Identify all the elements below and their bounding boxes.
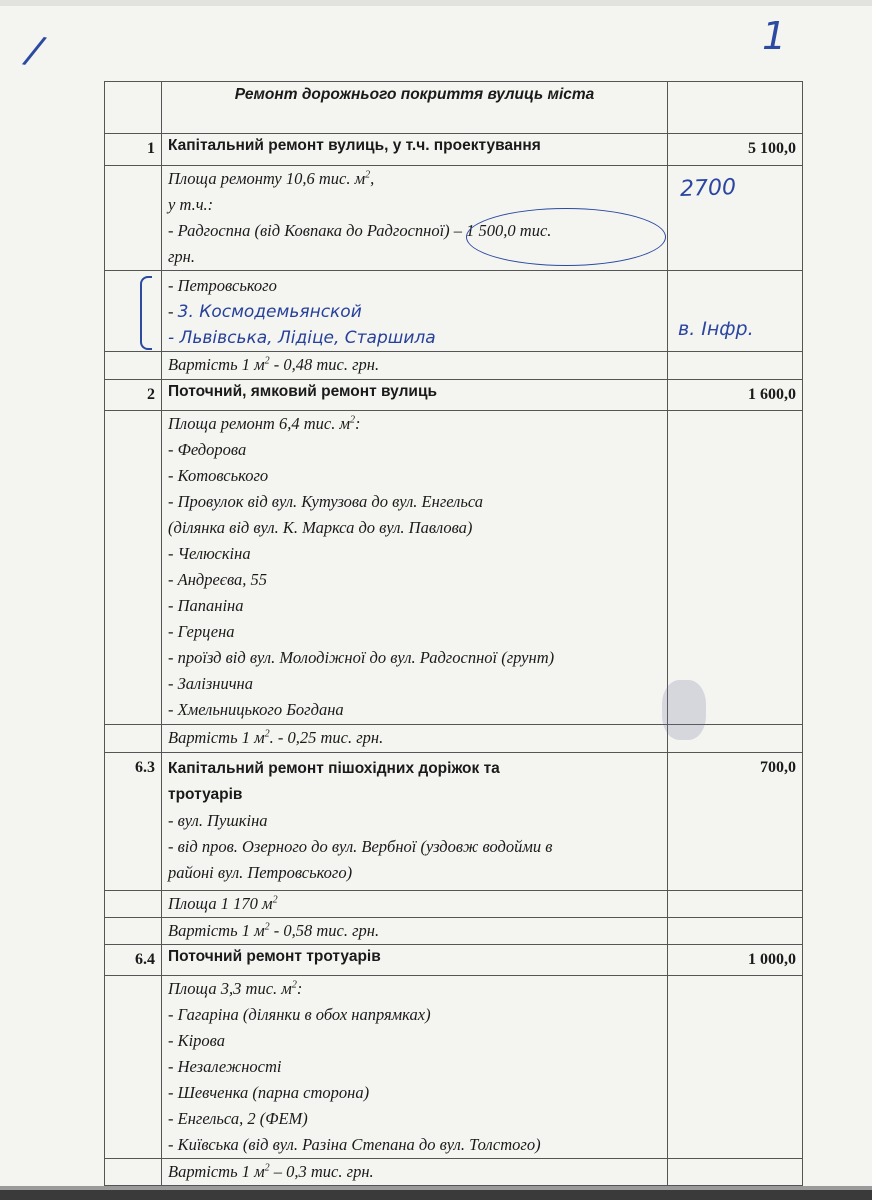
handwritten-sum-note: 2700	[679, 175, 737, 202]
list-item: - Гагаріна (ділянки в обох напрямках)	[168, 1005, 431, 1024]
list-item: - Залізнична	[168, 674, 253, 693]
section-2-streets: Площа ремонт 6,4 тис. $м^2$: - Федорова - Котовського - Провулок від вул. Кутузова до вул. Енгельса (ділянка від вул. К. Маркса до вул. Павлова) - Челюскіна - Андреєва, 55 - Папаніна - Герцена - проїзд від вул. Молодіжної до вул. Радгоспної (грунт) - Залізнична - Хмельницького Богдана	[162, 411, 668, 725]
section-2-streets-row	[105, 411, 803, 725]
section-2-title-row	[105, 380, 803, 411]
handwritten-side-note: в. Інфр.	[678, 318, 754, 340]
section-6-3-number: 6.3	[105, 753, 162, 891]
section-6-3-title-line1: Капітальний ремонт пішохідних доріжок та	[168, 760, 500, 777]
list-item: - Провулок від вул. Кутузова до вул. Енгельса	[168, 492, 484, 511]
section-6-3-title-line2: тротуарів	[168, 786, 243, 803]
section-2-number: 2	[105, 380, 162, 411]
section-2-sum: 1 600,0	[668, 380, 803, 411]
section-6-4-streets-row	[105, 976, 803, 1159]
section-2-cost: Вартість 1 $м^2$. - 0,25 тис. грн.	[162, 725, 668, 753]
section-6-4-cost: Вартість 1 $м^2 - 0,3$ тис. грн.	[162, 1159, 668, 1186]
section-1-area-num-cell	[105, 166, 162, 271]
list-item: - Котовського	[168, 466, 269, 485]
section-6-4-title-row	[105, 945, 803, 976]
list-item: - Київська (від вул. Разіна Степана до вул. Толстого)	[168, 1135, 541, 1154]
section-6-4-cost-num-cell	[105, 1159, 162, 1186]
page-bottom-edge	[0, 1190, 872, 1200]
section-6-3-cost-sum-cell	[668, 918, 803, 945]
section-6-4-sum: 1 000,0	[668, 945, 803, 976]
list-item: - вул. Пушкіна	[168, 811, 268, 830]
section-6-3-cost-num-cell	[105, 918, 162, 945]
header-sum-cell	[668, 82, 803, 134]
section-2-cost-num-cell	[105, 725, 162, 753]
section-6-4-streets-num-cell	[105, 976, 162, 1159]
section-6-4-number: 6.4	[105, 945, 162, 976]
section-2-streets-num-cell	[105, 411, 162, 725]
list-item: - 3. Космодемьянской	[168, 302, 362, 322]
section-6-4-title: Поточний ремонт тротуарів	[162, 945, 668, 976]
list-item: - від пров. Озерного до вул. Вербної (уздовж водойми в	[168, 837, 553, 856]
section-1-cost-num-cell	[105, 352, 162, 380]
handwritten-bracket-mark	[140, 276, 152, 350]
table-title: Ремонт дорожнього покриття вулиць міста	[162, 82, 668, 134]
section-6-4-cost-sum-cell	[668, 1159, 803, 1186]
section-1-area-text: Площа ремонту 10,6 тис. $м^2$, у т.ч.: - Радгоспна (від Ковпака до Радгоспної) – 1 500,0 тис. грн.	[162, 166, 668, 271]
pencil-scribble-mark	[662, 680, 706, 740]
list-item: - Незалежності	[168, 1057, 282, 1076]
section-2-streets-sum-cell	[668, 411, 803, 725]
list-item: районі вул. Петровського)	[168, 863, 353, 882]
list-item: - Кірова	[168, 1031, 225, 1050]
list-item: - Львівська, Лідіце, Старшила	[168, 328, 436, 348]
handwritten-circle-mark	[466, 208, 666, 266]
section-1-title-row	[105, 134, 803, 166]
section-1-sum: 5 100,0	[668, 134, 803, 166]
list-item: - Хмельницького Богдана	[168, 700, 344, 719]
list-item: - Енгельса, 2 (ФЕМ)	[168, 1109, 308, 1128]
table-header-row	[105, 82, 803, 134]
section-1-number: 1	[105, 134, 162, 166]
section-1-cost: Вартість 1 $м^2 - 0,48$ тис. грн.	[162, 352, 668, 380]
page-top-edge	[0, 0, 872, 6]
section-6-3-cost: Вартість 1 $м^2 - 0,58$ тис. грн.	[162, 918, 668, 945]
list-item: - Шевченка (парна сторона)	[168, 1083, 370, 1102]
section-1-cost-sum-cell	[668, 352, 803, 380]
section-1-cost-row	[105, 352, 803, 380]
section-6-3-area: Площа 1 170 $м^2$	[162, 891, 668, 918]
list-item: - Федорова	[168, 440, 247, 459]
section-6-3-area-row	[105, 891, 803, 918]
handwritten-mark-left: /	[23, 27, 46, 73]
list-item: - Андреєва, 55	[168, 570, 268, 589]
section-1-title: Капітальний ремонт вулиць, у т.ч. проектування	[162, 134, 668, 166]
section-6-4-streets-sum-cell	[668, 976, 803, 1159]
section-6-3-sum: 700,0	[668, 753, 803, 891]
section-6-3-row	[105, 753, 803, 891]
budget-table	[104, 81, 803, 1186]
list-item: - Герцена	[168, 622, 235, 641]
section-6-4-cost-row	[105, 1159, 803, 1186]
list-item: - Папаніна	[168, 596, 244, 615]
section-6-3-area-num-cell	[105, 891, 162, 918]
section-2-title: Поточний, ямковий ремонт вулиць	[162, 380, 668, 411]
list-item: - проїзд від вул. Молодіжної до вул. Радгоспної (грунт)	[168, 648, 555, 667]
list-item: - Петровського	[168, 276, 277, 295]
section-6-3-content	[162, 753, 668, 891]
list-item: - Челюскіна	[168, 544, 251, 563]
section-6-3-cost-row	[105, 918, 803, 945]
header-num-cell	[105, 82, 162, 134]
section-1-streets	[162, 271, 668, 352]
section-6-3-area-sum-cell	[668, 891, 803, 918]
section-1-streets-num-cell	[105, 271, 162, 352]
section-6-4-streets: Площа 3,3 тис. $м^2$: - Гагаріна (ділянки в обох напрямках) - Кірова - Незалежності - Шевченка (парна сторона) - Енгельса, 2 (ФЕМ) - Київська (від вул. Разіна Степана до вул. Толстого)	[162, 976, 668, 1159]
handwritten-page-number: 1	[762, 14, 787, 58]
list-item: (ділянка від вул. К. Маркса до вул. Павлова)	[168, 518, 473, 537]
